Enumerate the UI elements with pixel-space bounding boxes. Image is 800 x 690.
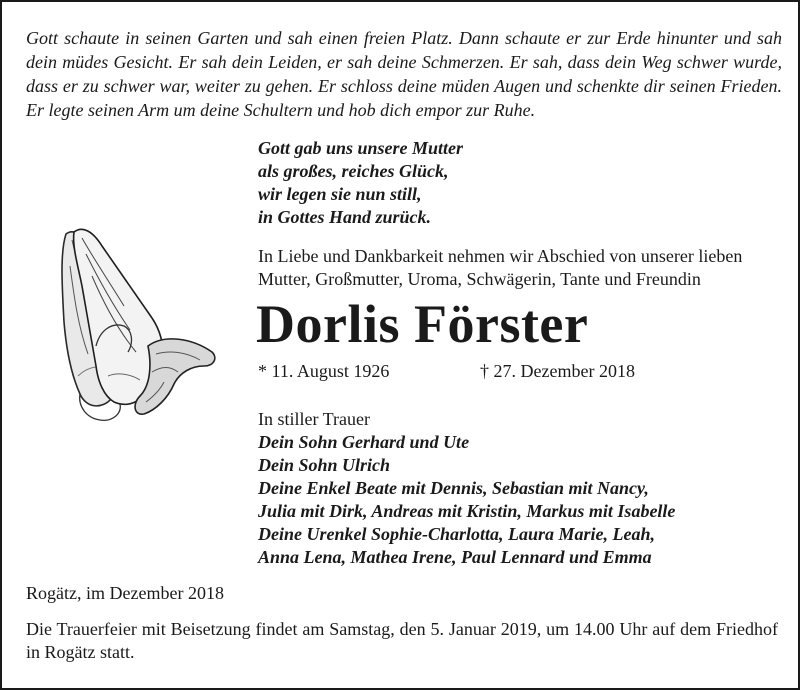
mourner-line: Dein Sohn Ulrich <box>258 455 391 475</box>
birth-date: * 11. August 1926 <box>258 361 390 381</box>
farewell-line: In Liebe und Dankbarkeit nehmen wir Abschied von unserer lieben <box>258 246 743 266</box>
farewell-line: Mutter, Großmutter, Uroma, Schwägerin, Tante und Freundin <box>258 269 701 289</box>
poem-line: als großes, reiches Glück, <box>258 161 449 181</box>
poem-line: wir legen sie nun still, <box>258 184 422 204</box>
death-date: † 27. Dezember 2018 <box>480 361 635 381</box>
poem-line: in Gottes Hand zurück. <box>258 207 432 227</box>
mourner-line: Anna Lena, Mathea Irene, Paul Lennard und Emma <box>258 547 652 567</box>
praying-hands-icon <box>52 226 222 426</box>
deceased-name: Dorlis Förster <box>256 294 589 354</box>
poem <box>258 137 463 229</box>
place-date: Rogätz, im Dezember 2018 <box>26 583 224 603</box>
mourner-line: Deine Enkel Beate mit Dennis, Sebastian mit Nancy, <box>258 478 649 498</box>
poem-line: Gott gab uns unsere Mutter <box>258 138 464 158</box>
funeral-service-info: Die Trauerfeier mit Beisetzung findet am Samstag, den 5. Januar 2019, um 14.00 Uhr auf dem Friedhof in Rogätz statt. <box>26 619 778 662</box>
intro-text: Gott schaute in seinen Garten und sah einen freien Platz. Dann schaute er zur Erde hinunter und sah dein müdes Gesicht. Er sah dein Leiden, er sah deine Schmerzen. Er sah, dass dein Weg schwer wurde, dass er zu schwer war, weiter zu gehen. Er schloss deine müden Augen und schenkte dir seinen Frieden. Er legte seinen Arm um deine Schultern und hob dich empor zur Ruhe. <box>26 28 782 120</box>
mourner-line: Dein Sohn Gerhard und Ute <box>258 432 470 452</box>
farewell-text <box>258 245 742 291</box>
mourners-label: In stiller Trauer <box>258 409 370 429</box>
mourners-list <box>258 408 675 569</box>
mourner-line: Julia mit Dirk, Andreas mit Kristin, Markus mit Isabelle <box>258 501 676 521</box>
mourner-line: Deine Urenkel Sophie-Charlotta, Laura Marie, Leah, <box>258 524 656 544</box>
